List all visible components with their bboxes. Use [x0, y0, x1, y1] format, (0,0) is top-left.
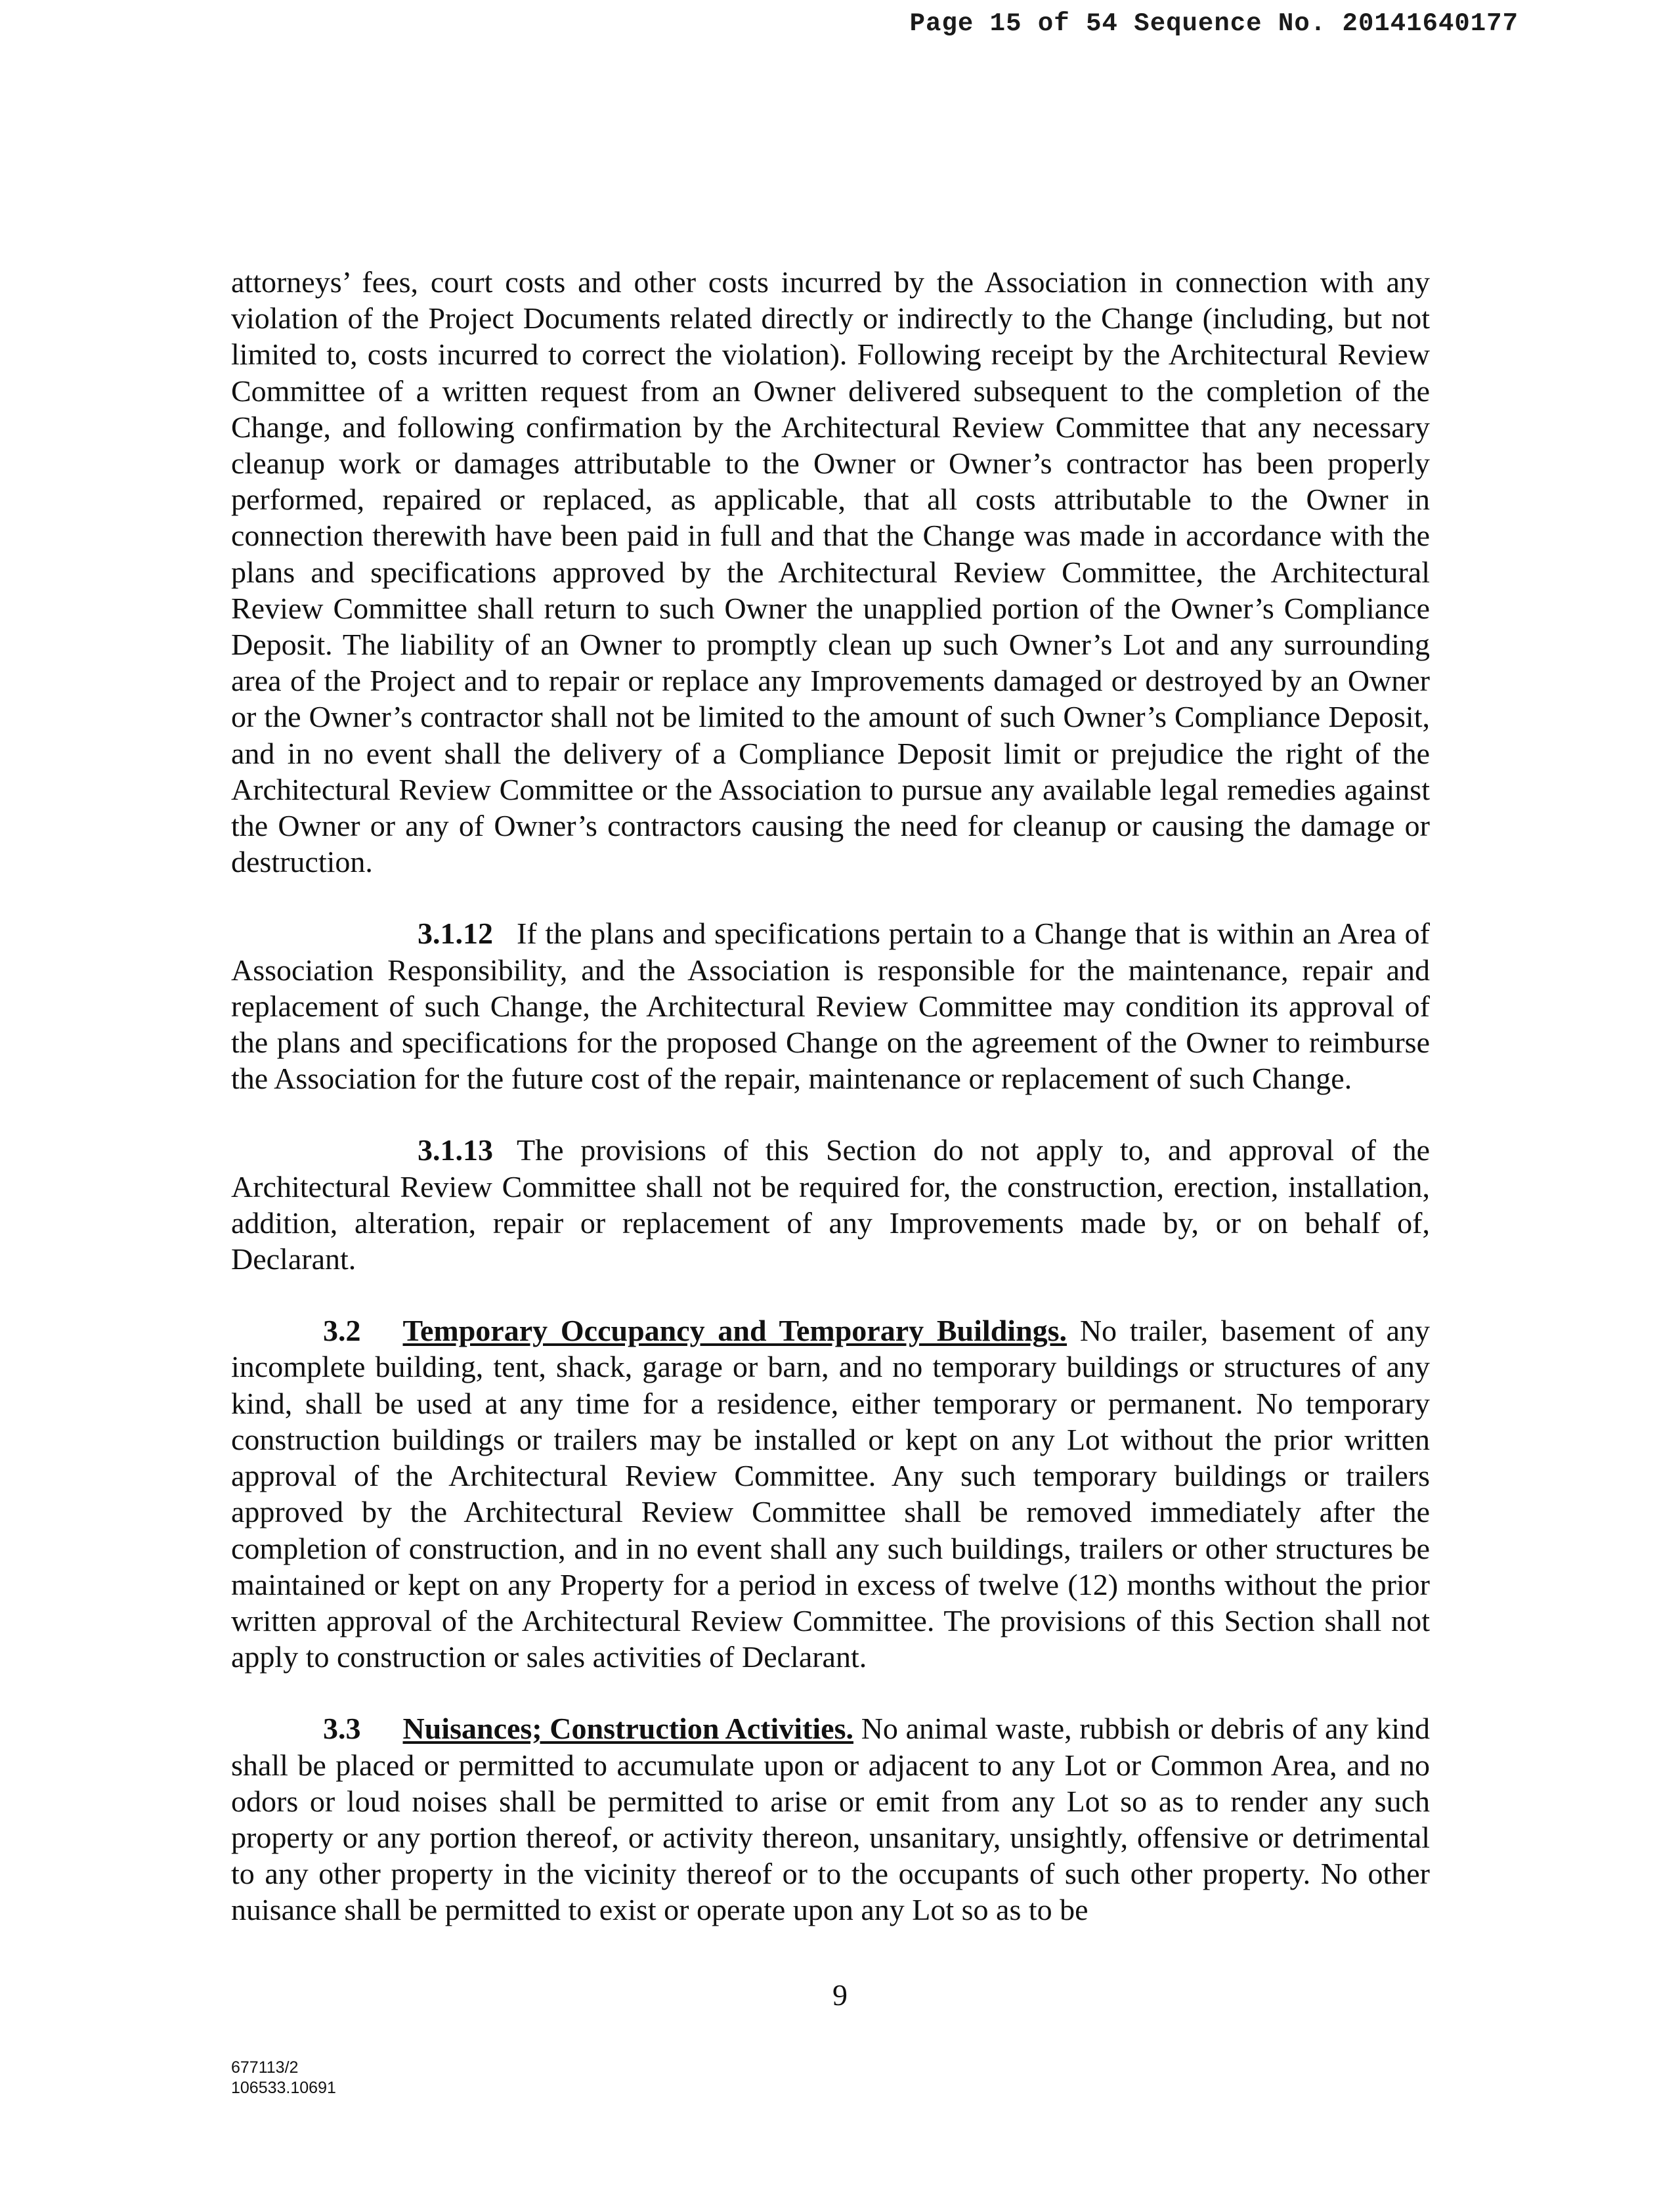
- section-heading: Nuisances; Construction Activities.: [402, 1712, 853, 1746]
- doc-id-matter: 677113/2: [231, 2058, 299, 2077]
- continuation-paragraph: attorneys’ fees, court costs and other costs incurred by the Association in connection with any violation of the Project Documents related directly or indirectly to the Change (including, but not limited to, costs incurred to correct the violation). Following receipt by the Architectural Review Committee of a written request from an Owner delivered subsequent to the completion of the Change, and following confirmation by the Architectural Review Committee that any necessary cleanup work or damages attributable to the Owner or Owner’s contractor has been properly performed, repaired or replaced, as applicable, that all costs attributable to the Owner in connection therewith have been paid in full and that the Change was made in accordance with the plans and specifications approved by the Architectural Review Committee, the Architectural Review Committee shall return to such Owner the unapplied portion of the Owner’s Compliance Deposit. The liability of an Owner to promptly clean up such Owner’s Lot and any surrounding area of the Project and to repair or replace any Improvements damaged or destroyed by an Owner or the Owner’s contractor shall not be limited to the amount of such Owner’s Compliance Deposit, and in no event shall the delivery of a Compliance Deposit limit or prejudice the right of the Architectural Review Committee or the Association to pursue any available legal remedies against the Owner or any of Owner’s contractors causing the need for cleanup or causing the damage or destruction.: [231, 265, 1430, 879]
- page-number: 9: [832, 1978, 848, 2012]
- section-heading: Temporary Occupancy and Temporary Buildings.: [402, 1314, 1067, 1348]
- document-identifiers: [231, 2058, 336, 2098]
- document-body: [231, 264, 1430, 1928]
- section-3-3: [231, 1710, 1430, 1928]
- section-text: No trailer, basement of any incomplete building, tent, shack, garage or barn, and no temporary buildings or structures of any kind, shall be used at any time for a residence, either temporary or permanent. No temporary construction buildings or trailers may be installed or kept on any Lot without the prior written approval of the Architectural Review Committee. Any such temporary buildings or trailers approved by the Architectural Review Committee shall be removed immediately after the completion of construction, and in no event shall any such buildings, trailers or other structures be maintained or kept on any Property for a period in excess of twelve (12) months without the prior written approval of the Architectural Review Committee. The provisions of this Section shall not apply to construction or sales activities of Declarant.: [231, 1314, 1431, 1674]
- section-text: No animal waste, rubbish or debris of any kind shall be placed or permitted to accumulate upon or adjacent to any Lot or Common Area, and no odors or loud noises shall be permitted to arise or emit from any Lot so as to render any such property or any portion thereof, or activity thereon, unsanitary, unsightly, offensive or detrimental to any other property in the vicinity thereof or to the occupants of such other property. No other nuisance shall be permitted to exist or operate upon any Lot so as to be: [231, 1712, 1431, 1927]
- subsection-3-1-13: [231, 1132, 1430, 1277]
- subsection-text: If the plans and specifications pertain to a Change that is within an Area of Association Responsibility, and the Association is responsible for the maintenance, repair and replacement of such Change, the Architectural Review Committee may condition its approval of the plans and specifications for the proposed Change on the agreement of the Owner to reimburse the Association for the future cost of the repair, maintenance or replacement of such Change.: [231, 917, 1430, 1096]
- subsection-text: The provisions of this Section do not apply to, and approval of the Architectural Review Committee shall not be required for, the construction, erection, installation, addition, alteration, repair or replacement of any Improvements made by, or on behalf of, Declarant.: [231, 1133, 1430, 1276]
- section-number: 3.3: [323, 1712, 361, 1746]
- subsection-number: 3.1.13: [418, 1133, 493, 1167]
- section-3-2: [231, 1312, 1430, 1675]
- doc-id-client: 106533.10691: [231, 2079, 336, 2097]
- page-sequence-header: Page 15 of 54 Sequence No. 20141640177: [909, 9, 1518, 38]
- section-number: 3.2: [323, 1314, 361, 1348]
- subsection-3-1-12: [231, 915, 1430, 1096]
- subsection-number: 3.1.12: [418, 917, 493, 951]
